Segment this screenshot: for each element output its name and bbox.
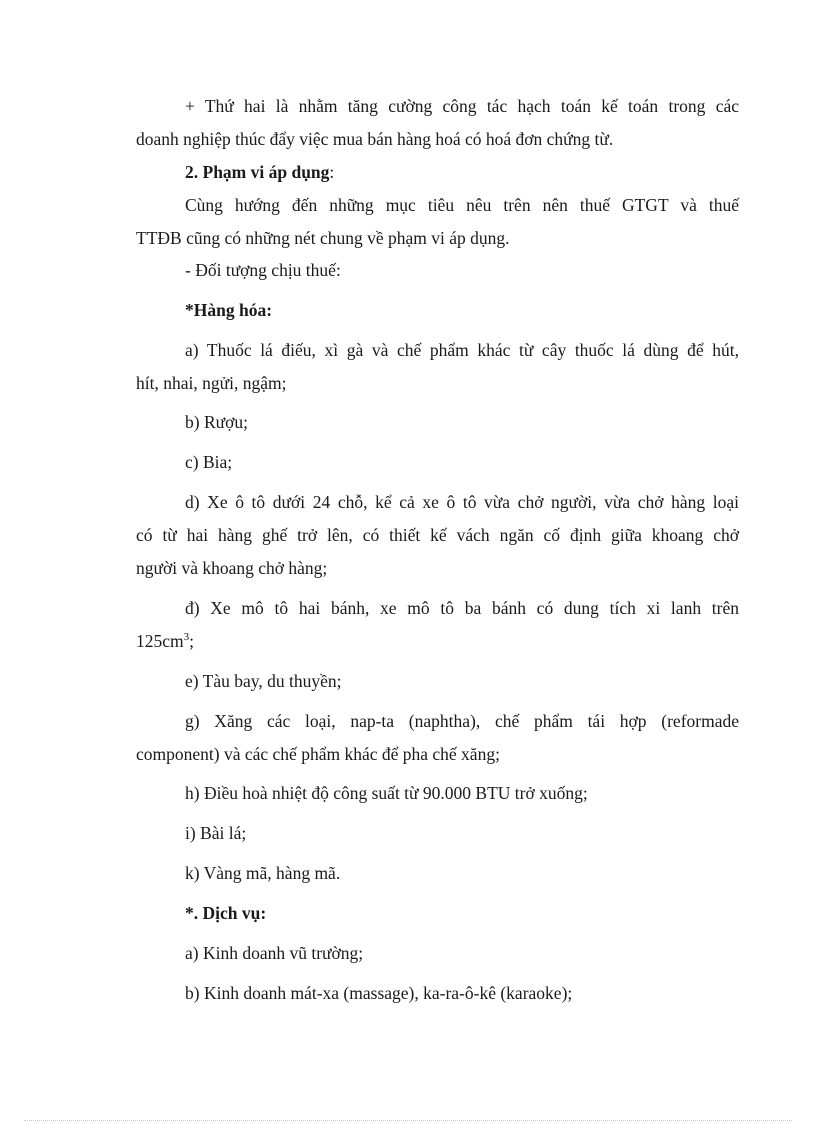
paragraph-taxable-objects: - Đối tượng chịu thuế: bbox=[185, 260, 341, 280]
paragraph-second-purpose-cont: doanh nghiệp thúc đẩy việc mua bán hàng hoá có hoá đơn chứng từ. bbox=[136, 129, 614, 149]
list-item-a: a) Thuốc lá điếu, xì gà và chế phẩm khác từ cây thuốc lá dùng để hút, bbox=[185, 340, 739, 360]
paragraph-second-purpose: + Thứ hai là nhằm tăng cường công tác hạch toán kế toán trong các bbox=[185, 96, 739, 116]
list-item-dd-cont: $125cm^3$; bbox=[136, 631, 195, 651]
list-item-a-cont: hít, nhai, ngửi, ngậm; bbox=[136, 373, 287, 393]
list-item-d-cont2: người và khoang chở hàng; bbox=[136, 558, 328, 578]
service-item-a: a) Kinh doanh vũ trường; bbox=[185, 943, 364, 963]
heading-services: *. Dịch vụ: bbox=[185, 903, 267, 923]
list-item-i: i) Bài lá; bbox=[185, 823, 247, 843]
list-item-d: d) Xe ô tô dưới 24 chỗ, kể cả xe ô tô vừa chở người, vừa chở hàng loại bbox=[185, 492, 739, 512]
list-item-k: k) Vàng mã, hàng mã. bbox=[185, 863, 341, 883]
heading-goods: *Hàng hóa: bbox=[185, 300, 273, 320]
service-item-b: b) Kinh doanh mát-xa (massage), ka-ra-ô-kê (karaoke); bbox=[185, 983, 573, 1003]
list-item-g-cont: component) và các chế phẩm khác để pha chế xăng; bbox=[136, 744, 500, 764]
list-item-b: b) Rượu; bbox=[185, 412, 248, 432]
list-item-e: e) Tàu bay, du thuyền; bbox=[185, 671, 342, 691]
section-heading-scope: 2. Phạm vi áp dụng: bbox=[185, 162, 335, 182]
page-bottom-divider bbox=[24, 1120, 792, 1121]
paragraph-scope-intro: Cùng hướng đến những mục tiêu nêu trên nên thuế GTGT và thuế bbox=[185, 195, 739, 215]
list-item-dd: đ) Xe mô tô hai bánh, xe mô tô ba bánh có dung tích xi lanh trên bbox=[185, 598, 739, 618]
paragraph-scope-intro-cont: TTĐB cũng có những nét chung về phạm vi áp dụng. bbox=[136, 228, 510, 248]
list-item-g: g) Xăng các loại, nap-ta (naphtha), chế phẩm tái hợp (reformade bbox=[185, 711, 739, 731]
list-item-h: h) Điều hoà nhiệt độ công suất từ 90.000 BTU trở xuống; bbox=[185, 783, 588, 803]
list-item-c: c) Bia; bbox=[185, 452, 233, 472]
list-item-d-cont1: có từ hai hàng ghế trở lên, có thiết kế vách ngăn cố định giữa khoang chở bbox=[136, 525, 739, 545]
